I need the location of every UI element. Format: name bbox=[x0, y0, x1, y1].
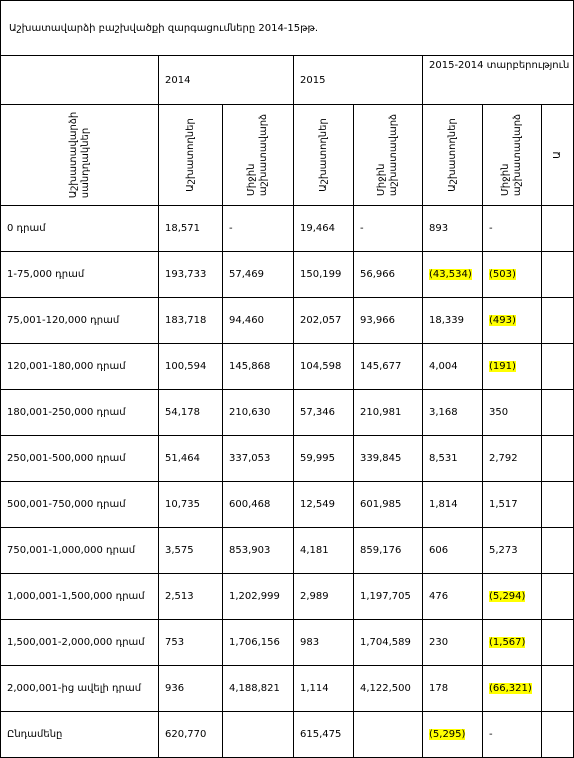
workers-diff-cell bbox=[423, 390, 483, 436]
workers-2015-cell-value: 4,181 bbox=[300, 545, 329, 556]
avg-wage-2014-cell-value: 853,903 bbox=[229, 545, 271, 556]
workers-diff-cell bbox=[423, 252, 483, 298]
workers-2014-cell bbox=[159, 482, 223, 528]
row-label-value: 500,001-750,000 դրամ bbox=[7, 499, 126, 510]
header-avg-wage-2014: Միջին աշխատավարձ bbox=[223, 105, 294, 206]
table-row bbox=[1, 620, 574, 666]
workers-diff-cell-value: 1,814 bbox=[429, 499, 458, 510]
workers-diff-cell-value: 606 bbox=[429, 545, 449, 556]
workers-2015-cell-value: 202,057 bbox=[300, 315, 342, 326]
workers-2015-cell-value: 983 bbox=[300, 637, 320, 648]
avg-wage-2014-cell-value: - bbox=[229, 223, 233, 234]
avg-wage-2015-cell-value: 1,704,589 bbox=[360, 637, 411, 648]
avg-wage-2015-cell-value: 4,122,500 bbox=[360, 683, 411, 694]
workers-2014-cell-value: 620,770 bbox=[165, 729, 207, 740]
extra-cell bbox=[542, 206, 574, 252]
workers-2014-cell-value: 10,735 bbox=[165, 499, 200, 510]
header-workers-2014: Աշխատողներ bbox=[159, 105, 223, 206]
avg-wage-2015-cell-value: 339,845 bbox=[360, 453, 402, 464]
avg-wage-diff-cell bbox=[483, 390, 542, 436]
workers-2014-cell bbox=[159, 390, 223, 436]
workers-diff-cell-value: 8,531 bbox=[429, 453, 458, 464]
workers-diff-cell bbox=[423, 436, 483, 482]
avg-wage-2015-cell-value: 145,677 bbox=[360, 361, 402, 372]
extra-cell bbox=[542, 298, 574, 344]
workers-2015-cell bbox=[294, 206, 354, 252]
workers-2014-cell-value: 51,464 bbox=[165, 453, 200, 464]
avg-wage-2014-cell-value: 4,188,821 bbox=[229, 683, 280, 694]
workers-diff-cell-value: (5,295) bbox=[429, 729, 466, 740]
workers-2014-cell bbox=[159, 528, 223, 574]
table-row bbox=[1, 344, 574, 390]
row-label bbox=[1, 390, 159, 436]
avg-wage-2014-cell bbox=[223, 390, 294, 436]
table-row bbox=[1, 482, 574, 528]
avg-wage-diff-cell bbox=[483, 206, 542, 252]
header-avg-wage-2015: Միջին աշխատավարձ bbox=[354, 105, 423, 206]
extra-cell bbox=[542, 712, 574, 758]
avg-wage-diff-cell bbox=[483, 666, 542, 712]
avg-wage-diff-cell bbox=[483, 528, 542, 574]
avg-wage-2015-cell-value: 56,966 bbox=[360, 269, 395, 280]
avg-wage-diff-cell-value: 5,273 bbox=[489, 545, 518, 556]
table-row bbox=[1, 436, 574, 482]
header-extra: Ա bbox=[542, 105, 574, 206]
avg-wage-2015-cell-value: 859,176 bbox=[360, 545, 402, 556]
extra-cell bbox=[542, 666, 574, 712]
avg-wage-2014-cell bbox=[223, 206, 294, 252]
workers-2014-cell-value: 193,733 bbox=[165, 269, 207, 280]
avg-wage-2014-cell-value: 94,460 bbox=[229, 315, 264, 326]
avg-wage-diff-cell-value: (66,321) bbox=[489, 683, 532, 694]
avg-wage-diff-cell-value: (503) bbox=[489, 269, 516, 280]
workers-2015-cell-value: 2,989 bbox=[300, 591, 329, 602]
avg-wage-2015-cell bbox=[354, 482, 423, 528]
workers-2014-cell bbox=[159, 436, 223, 482]
workers-2015-cell bbox=[294, 252, 354, 298]
extra-cell bbox=[542, 482, 574, 528]
row-label-value: 750,001-1,000,000 դրամ bbox=[7, 545, 136, 556]
avg-wage-diff-cell-value: (5,294) bbox=[489, 591, 526, 602]
row-label bbox=[1, 482, 159, 528]
row-label bbox=[1, 574, 159, 620]
avg-wage-diff-cell bbox=[483, 712, 542, 758]
avg-wage-2015-cell bbox=[354, 298, 423, 344]
row-label bbox=[1, 206, 159, 252]
row-label-value: Ընդամենը bbox=[7, 729, 63, 740]
row-label-value: 1,000,001-1,500,000 դրամ bbox=[7, 591, 145, 602]
avg-wage-2015-cell bbox=[354, 528, 423, 574]
workers-2015-cell-value: 150,199 bbox=[300, 269, 342, 280]
workers-diff-cell-value: 178 bbox=[429, 683, 449, 694]
workers-diff-cell-value: (43,534) bbox=[429, 269, 472, 280]
workers-diff-cell bbox=[423, 620, 483, 666]
workers-diff-cell bbox=[423, 574, 483, 620]
avg-wage-2014-cell-value: 210,630 bbox=[229, 407, 271, 418]
row-label-value: 2,000,001-ից ավելի դրամ bbox=[7, 683, 142, 694]
group-header-difference: 2015-2014 տարբերություն bbox=[423, 56, 574, 105]
workers-diff-cell bbox=[423, 344, 483, 390]
workers-diff-cell bbox=[423, 666, 483, 712]
group-header-blank bbox=[1, 56, 159, 105]
avg-wage-2014-cell-value: 57,469 bbox=[229, 269, 264, 280]
workers-2014-cell bbox=[159, 574, 223, 620]
extra-cell bbox=[542, 436, 574, 482]
row-label bbox=[1, 436, 159, 482]
workers-2014-cell-value: 54,178 bbox=[165, 407, 200, 418]
workers-diff-cell-value: 476 bbox=[429, 591, 449, 602]
avg-wage-2015-cell bbox=[354, 390, 423, 436]
workers-2014-cell bbox=[159, 712, 223, 758]
workers-2014-cell-value: 936 bbox=[165, 683, 185, 694]
avg-wage-diff-cell-value: 1,517 bbox=[489, 499, 518, 510]
table-row bbox=[1, 298, 574, 344]
avg-wage-2015-cell bbox=[354, 344, 423, 390]
table-row bbox=[1, 712, 574, 758]
avg-wage-2014-cell bbox=[223, 574, 294, 620]
group-header-2014: 2014 bbox=[159, 56, 294, 105]
workers-2015-cell bbox=[294, 620, 354, 666]
row-label-value: 1-75,000 դրամ bbox=[7, 269, 85, 280]
workers-2014-cell bbox=[159, 620, 223, 666]
row-label bbox=[1, 712, 159, 758]
avg-wage-2014-cell bbox=[223, 252, 294, 298]
avg-wage-2014-cell bbox=[223, 528, 294, 574]
row-label bbox=[1, 344, 159, 390]
avg-wage-diff-cell bbox=[483, 436, 542, 482]
workers-2014-cell-value: 183,718 bbox=[165, 315, 207, 326]
workers-diff-cell-value: 4,004 bbox=[429, 361, 458, 372]
avg-wage-diff-cell-value: - bbox=[489, 729, 493, 740]
avg-wage-2015-cell-value: 210,981 bbox=[360, 407, 402, 418]
row-label-value: 75,001-120,000 դրամ bbox=[7, 315, 120, 326]
avg-wage-2014-cell-value: 1,202,999 bbox=[229, 591, 280, 602]
avg-wage-diff-cell-value: 350 bbox=[489, 407, 509, 418]
avg-wage-diff-cell bbox=[483, 574, 542, 620]
group-header-2015: 2015 bbox=[294, 56, 423, 105]
extra-cell bbox=[542, 344, 574, 390]
avg-wage-diff-cell bbox=[483, 620, 542, 666]
workers-2015-cell-value: 615,475 bbox=[300, 729, 342, 740]
workers-2014-cell-value: 100,594 bbox=[165, 361, 207, 372]
avg-wage-2014-cell-value: 337,053 bbox=[229, 453, 271, 464]
sub-header-row bbox=[1, 105, 574, 206]
table-row bbox=[1, 528, 574, 574]
row-label bbox=[1, 620, 159, 666]
avg-wage-2014-cell bbox=[223, 298, 294, 344]
workers-2014-cell bbox=[159, 298, 223, 344]
workers-2015-cell-value: 12,549 bbox=[300, 499, 335, 510]
title-row bbox=[1, 1, 574, 56]
avg-wage-2015-cell bbox=[354, 252, 423, 298]
table-row bbox=[1, 666, 574, 712]
header-workers-2015: Աշխատողներ bbox=[294, 105, 354, 206]
avg-wage-2014-cell bbox=[223, 344, 294, 390]
workers-2015-cell bbox=[294, 390, 354, 436]
workers-2015-cell-value: 57,346 bbox=[300, 407, 335, 418]
avg-wage-diff-cell-value: (191) bbox=[489, 361, 516, 372]
avg-wage-2015-cell-value: - bbox=[360, 223, 364, 234]
workers-2015-cell bbox=[294, 574, 354, 620]
avg-wage-2015-cell bbox=[354, 206, 423, 252]
workers-diff-cell-value: 893 bbox=[429, 223, 449, 234]
avg-wage-2015-cell bbox=[354, 574, 423, 620]
workers-2014-cell bbox=[159, 344, 223, 390]
avg-wage-diff-cell bbox=[483, 482, 542, 528]
table-row bbox=[1, 574, 574, 620]
avg-wage-2014-cell bbox=[223, 436, 294, 482]
workers-2015-cell bbox=[294, 298, 354, 344]
header-workers-diff: Աշխատողներ bbox=[423, 105, 483, 206]
group-header-row bbox=[1, 56, 574, 105]
avg-wage-diff-cell bbox=[483, 298, 542, 344]
workers-2014-cell bbox=[159, 252, 223, 298]
workers-2015-cell bbox=[294, 666, 354, 712]
workers-2015-cell bbox=[294, 482, 354, 528]
workers-2015-cell bbox=[294, 344, 354, 390]
row-label-value: 180,001-250,000 դրամ bbox=[7, 407, 126, 418]
avg-wage-2015-cell-value: 93,966 bbox=[360, 315, 395, 326]
avg-wage-diff-cell bbox=[483, 252, 542, 298]
avg-wage-2015-cell-value: 1,197,705 bbox=[360, 591, 411, 602]
row-label bbox=[1, 666, 159, 712]
avg-wage-2014-cell bbox=[223, 482, 294, 528]
row-label-value: 250,001-500,000 դրամ bbox=[7, 453, 126, 464]
extra-cell bbox=[542, 574, 574, 620]
workers-diff-cell bbox=[423, 206, 483, 252]
extra-cell bbox=[542, 252, 574, 298]
workers-diff-cell bbox=[423, 528, 483, 574]
avg-wage-diff-cell-value: 2,792 bbox=[489, 453, 518, 464]
workers-diff-cell bbox=[423, 712, 483, 758]
avg-wage-diff-cell-value: - bbox=[489, 223, 493, 234]
avg-wage-diff-cell-value: (493) bbox=[489, 315, 516, 326]
avg-wage-diff-cell-value: (1,567) bbox=[489, 637, 526, 648]
avg-wage-2014-cell bbox=[223, 666, 294, 712]
table-title: Աշխատավարձի բաշխվածքի զարգացումները 2014-15թթ. bbox=[1, 1, 574, 56]
avg-wage-2014-cell bbox=[223, 620, 294, 666]
avg-wage-2014-cell-value: 1,706,156 bbox=[229, 637, 280, 648]
table-row bbox=[1, 390, 574, 436]
table-row bbox=[1, 206, 574, 252]
row-label-value: 1,500,001-2,000,000 դրամ bbox=[7, 637, 145, 648]
workers-diff-cell-value: 18,339 bbox=[429, 315, 464, 326]
workers-diff-cell bbox=[423, 298, 483, 344]
avg-wage-2015-cell bbox=[354, 666, 423, 712]
row-label bbox=[1, 298, 159, 344]
avg-wage-2014-cell bbox=[223, 712, 294, 758]
workers-diff-cell-value: 230 bbox=[429, 637, 449, 648]
header-avg-wage-diff: Միջին աշխատավարձ bbox=[483, 105, 542, 206]
workers-2014-cell-value: 18,571 bbox=[165, 223, 200, 234]
avg-wage-2015-cell bbox=[354, 436, 423, 482]
workers-2015-cell-value: 1,114 bbox=[300, 683, 329, 694]
workers-2014-cell bbox=[159, 206, 223, 252]
workers-2015-cell-value: 59,995 bbox=[300, 453, 335, 464]
row-label-value: 0 դրամ bbox=[7, 223, 46, 234]
row-label bbox=[1, 528, 159, 574]
workers-2014-cell-value: 753 bbox=[165, 637, 185, 648]
row-label-value: 120,001-180,000 դրամ bbox=[7, 361, 126, 372]
avg-wage-diff-cell bbox=[483, 344, 542, 390]
avg-wage-2014-cell-value: 600,468 bbox=[229, 499, 271, 510]
workers-2015-cell-value: 104,598 bbox=[300, 361, 342, 372]
workers-2014-cell bbox=[159, 666, 223, 712]
workers-2015-cell-value: 19,464 bbox=[300, 223, 335, 234]
avg-wage-2015-cell-value: 601,985 bbox=[360, 499, 402, 510]
extra-cell bbox=[542, 528, 574, 574]
workers-diff-cell-value: 3,168 bbox=[429, 407, 458, 418]
workers-diff-cell bbox=[423, 482, 483, 528]
workers-2015-cell bbox=[294, 528, 354, 574]
avg-wage-2014-cell-value: 145,868 bbox=[229, 361, 271, 372]
extra-cell bbox=[542, 620, 574, 666]
avg-wage-2015-cell bbox=[354, 712, 423, 758]
workers-2014-cell-value: 2,513 bbox=[165, 591, 194, 602]
workers-2015-cell bbox=[294, 712, 354, 758]
workers-2015-cell bbox=[294, 436, 354, 482]
workers-2014-cell-value: 3,575 bbox=[165, 545, 194, 556]
header-wage-scale: Աշխատավարձի սանդղակներ bbox=[1, 105, 159, 206]
row-label bbox=[1, 252, 159, 298]
table-row bbox=[1, 252, 574, 298]
avg-wage-2015-cell bbox=[354, 620, 423, 666]
extra-cell bbox=[542, 390, 574, 436]
